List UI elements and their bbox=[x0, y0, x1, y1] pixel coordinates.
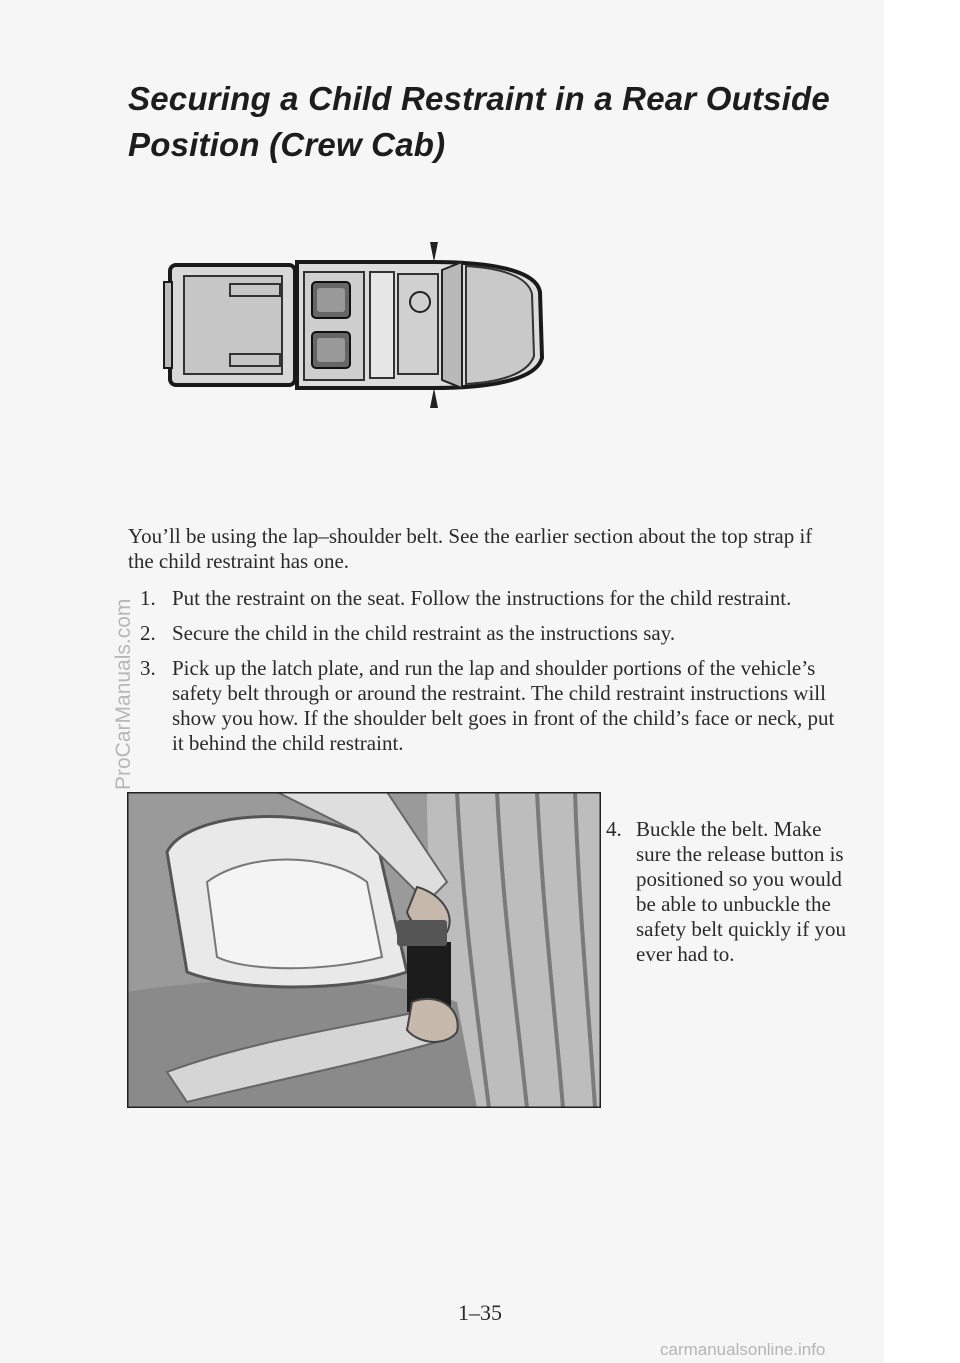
step-number: 1. bbox=[140, 586, 156, 610]
step-text: Pick up the latch plate, and run the lap and shoulder portions of the vehicle’s safety belt through or around the restraint. The child restraint instructions will show you how. If the shoulder belt goes in front of the child’s face or neck, put it behind the child restraint. bbox=[172, 656, 835, 755]
list-item bbox=[128, 656, 848, 756]
step-number: 4. bbox=[606, 817, 622, 841]
step-number: 2. bbox=[140, 621, 156, 645]
step-text: Put the restraint on the seat. Follow the instructions for the child restraint. bbox=[172, 586, 792, 610]
page-number: 1–35 bbox=[458, 1300, 502, 1325]
steps-list bbox=[128, 586, 848, 766]
step-number: 3. bbox=[140, 656, 156, 680]
step-text: Secure the child in the child restraint as the instructions say. bbox=[172, 621, 676, 645]
step-4 bbox=[606, 817, 846, 967]
step-text: Buckle the belt. Make sure the release button is positioned so you would be able to unbuckle the safety belt quickly if you ever had to. bbox=[636, 817, 846, 966]
list-item bbox=[128, 586, 848, 611]
footer-watermark: carmanualsonline.info bbox=[660, 1340, 826, 1359]
intro-paragraph: You’ll be using the lap–shoulder belt. See the earlier section about the top strap if the child restraint has one. bbox=[128, 524, 813, 573]
side-watermark: ProCarManuals.com bbox=[112, 598, 135, 790]
section-title: Securing a Child Restraint in a Rear Outside Position (Crew Cab) bbox=[128, 80, 830, 163]
list-item bbox=[128, 621, 848, 646]
crew-cab-top-view-illustration bbox=[160, 240, 550, 410]
buckling-belt-photo bbox=[127, 792, 601, 1108]
